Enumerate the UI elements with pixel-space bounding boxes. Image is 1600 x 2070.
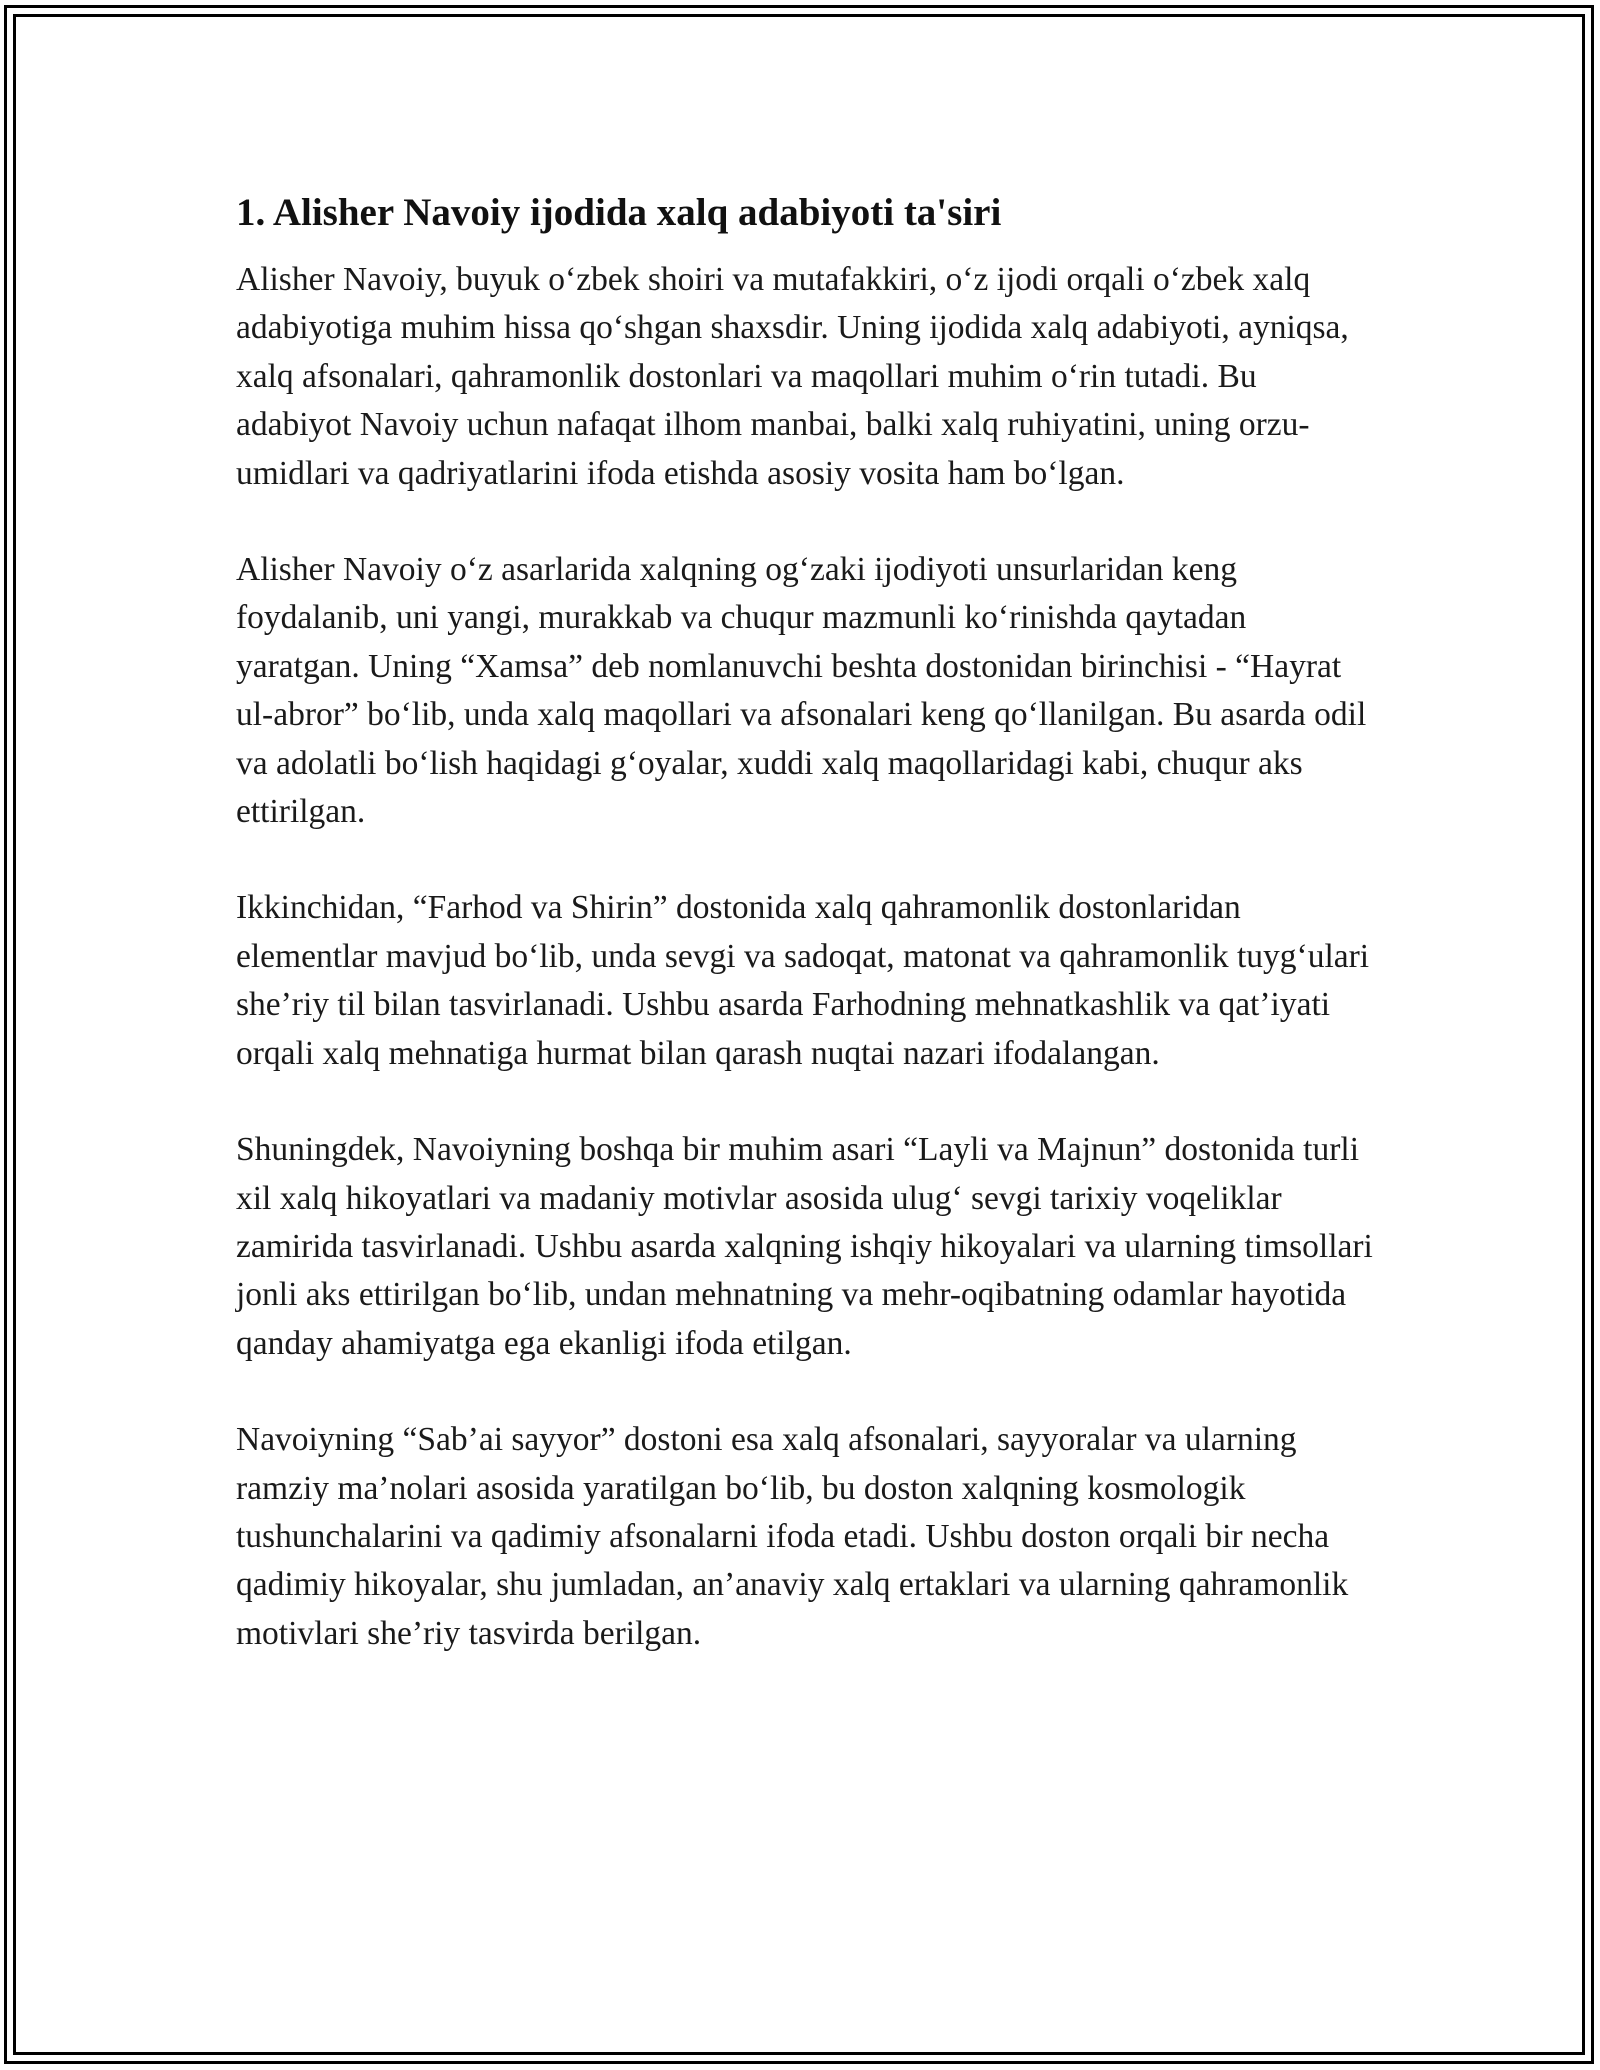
- paragraph-3: Ikkinchidan, “Farhod va Shirin” dostonida xalq qahramonlik dostonlaridan elementlar mavjud bo‘lib, unda sevgi va sadoqat, matonat va qahramonlik tuyg‘ulari she’riy til bilan tasvirlanadi. Ushbu asarda Farhodning mehnatkashlik va qat’iyati orqali xalq mehnatiga hurmat bilan qarash nuqtai nazari ifodalangan.: [236, 889, 1370, 1072]
- paragraph-4: Shuningdek, Navoiyning boshqa bir muhim asari “Layli va Majnun” dostonida turli xil xalq hikoyatlari va madaniy motivlar asosida ulug‘ sevgi tarixiy voqeliklar zamirida tasvirlanadi. Ushbu asarda xalqning ishqiy hikoyalari va ularning timsollari jonli aks ettirilgan bo‘lib, undan mehnatning va mehr-oqibatning odamlar hayotida qanday ahamiyatga ega ekanligi ifoda etilgan.: [236, 1131, 1373, 1362]
- paragraph-5: Navoiyning “Sab’ai sayyor” dostoni esa xalq afsonalari, sayyoralar va ularning ramziy ma’nolari asosida yaratilgan bo‘lib, bu doston xalqning kosmologik tushunchalarini va qadimiy afsonalarni ifoda etadi. Ushbu doston orqali bir necha qadimiy hikoyalar, shu jumladan, an’anaviy xalq ertaklari va ularning qahramonlik motivlari she’riy tasvirda berilgan.: [236, 1421, 1349, 1652]
- paragraph-2: Alisher Navoiy o‘z asarlarida xalqning og‘zaki ijodiyoti unsurlaridan keng foydalanib, uni yangi, murakkab va chuqur mazmunli ko‘rinishda qaytadan yaratgan. Uning “Xamsa” deb nomlanuvchi beshta dostonidan birinchisi - “Hayrat ul-abror” bo‘lib, unda xalq maqollari va afsonalari keng qo‘llanilgan. Bu asarda odil va adolatli bo‘lish haqidagi g‘oyalar, xuddi xalq maqollaridagi kabi, chuqur aks ettirilgan.: [236, 551, 1367, 831]
- paragraph-1: Alisher Navoiy, buyuk o‘zbek shoiri va mutafakkiri, o‘z ijodi orqali o‘zbek xalq adabiyotiga muhim hissa qo‘shgan shaxsdir. Uning ijodida xalq adabiyoti, ayniqsa, xalq afsonalari, qahramonlik dostonlari va maqollari muhim o‘rin tutadi. Bu adabiyot Navoiy uchun nafaqat ilhom manbai, balki xalq ruhiyatini, uning orzu-umidlari va qadriyatlarini ifoda etishda asosiy vosita ham bo‘lgan.: [236, 261, 1349, 492]
- section-heading: 1. Alisher Navoiy ijodida xalq adabiyoti ta'siri: [236, 191, 1002, 234]
- document-body: [236, 188, 1376, 1706]
